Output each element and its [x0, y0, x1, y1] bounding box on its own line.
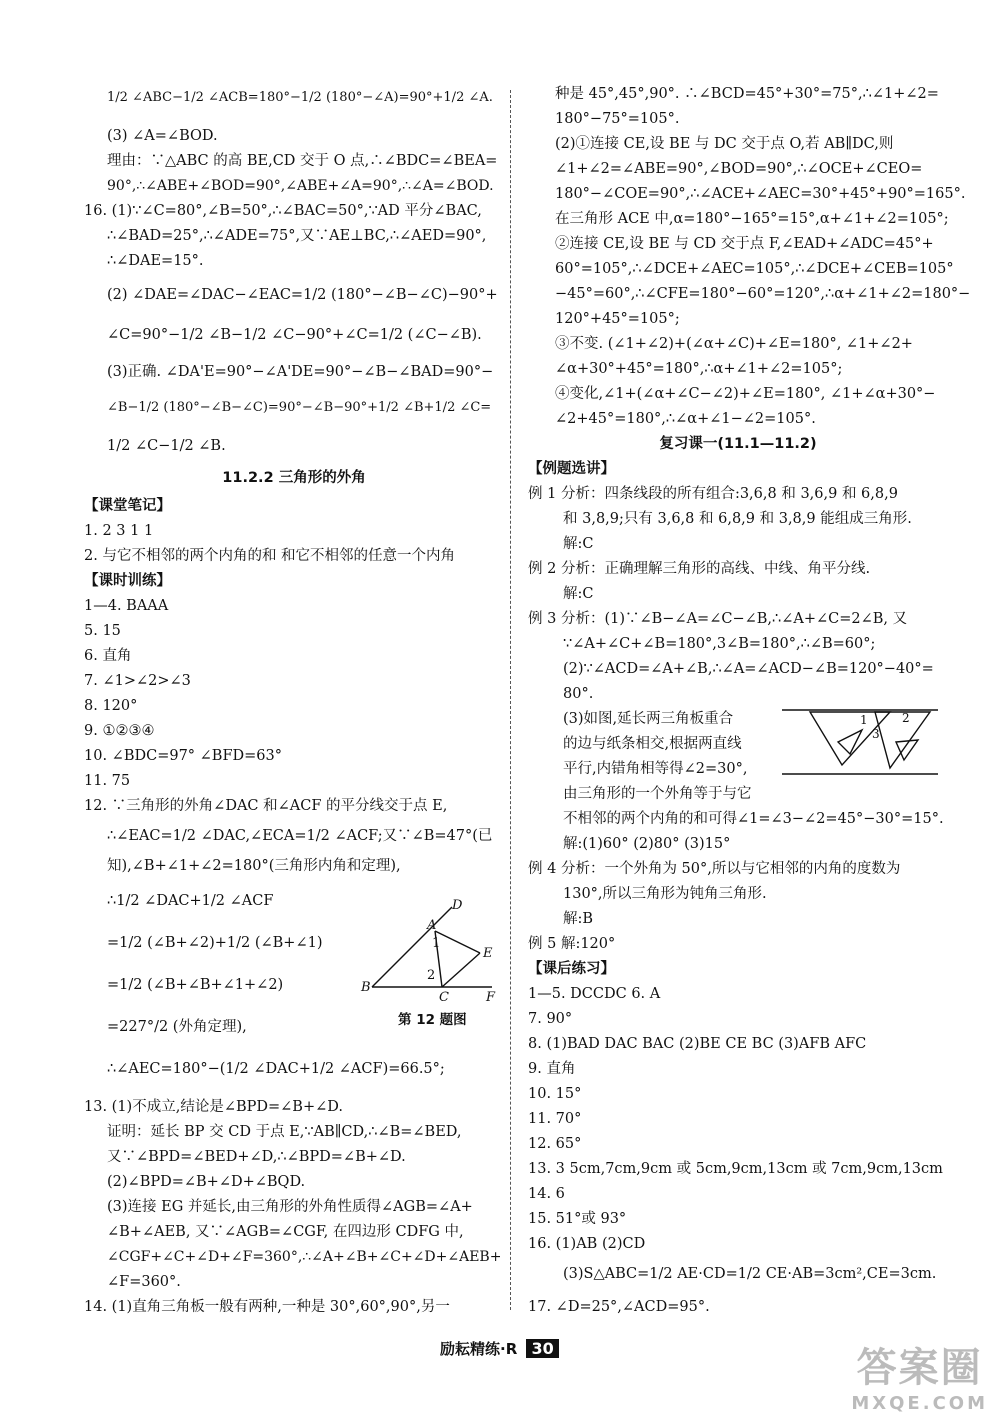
left-line: 证明：延长 BP 交 CD 于点 E,∵AB∥CD,∴∠B=∠BED, [107, 1124, 462, 1140]
left-line: ∠B−1/2 (180°−∠B−∠C)=90°−∠B−90°+1/2 ∠B+1/2 ∠C= [107, 400, 492, 415]
right-line: 种是 45°,45°,90°. ∴∠BCD=45°+30°=75°,∴∠1+∠2= [555, 86, 939, 102]
right-line: 120°+45°=105°; [555, 311, 680, 327]
left-line: 11. 75 [84, 773, 131, 789]
fig12-label-2: 2 [427, 968, 436, 983]
right-line: 解:(1)60° (2)80° (3)15° [563, 836, 731, 852]
right-line: 10. 15° [528, 1086, 582, 1102]
left-line: ∠B+∠AEB, 又∵∠AGB=∠CGF, 在四边形 CDFG 中, [107, 1224, 464, 1240]
left-line: 【课时训练】 [84, 573, 171, 589]
left-line: 12. ∵三角形的外角∠DAC 和∠ACF 的平分线交于点 E, [84, 798, 448, 814]
fig-ex3-label-2: 2 [902, 711, 910, 725]
left-line: ∴∠BAD=25°,∴∠ADE=75°,又∵AE⊥BC,∴∠AED=90°, [107, 228, 487, 244]
right-line: 80°. [563, 686, 594, 702]
left-line: 5. 15 [84, 623, 121, 639]
footer-brand: 励耘精练·R [440, 1340, 518, 1358]
left-line: 90°,∴∠ABE+∠BOD=90°,∠ABE+∠A=90°,∴∠A=∠BOD. [107, 178, 494, 194]
left-line: 又∵∠BPD=∠BED+∠D,∴∠BPD=∠B+∠D. [107, 1149, 406, 1165]
watermark [851, 1336, 988, 1414]
right-line: 11. 70° [528, 1111, 582, 1127]
right-line: (3)S△ABC=1/2 AE·CD=1/2 CE·AB=3cm²,CE=3cm. [563, 1266, 937, 1282]
left-line: (2) ∠DAE=∠DAC−∠EAC=1/2 (180°−∠B−∠C)−90°+ [107, 287, 498, 303]
fig12-label-C: C [439, 990, 449, 1005]
right-line: 15. 51°或 93° [528, 1211, 627, 1227]
left-line: 6. 直角 [84, 648, 132, 664]
left-line: =1/2 (∠B+∠B+∠1+∠2) [107, 977, 284, 993]
figure-12-caption: 第 12 题图 [398, 1012, 467, 1028]
right-line: 14. 6 [528, 1186, 565, 1202]
right-line: (2)∵∠ACD=∠A+∠B,∴∠A=∠ACD−∠B=120°−40°= [563, 661, 934, 677]
right-line: ∠α+30°+45°=180°,∴α+∠1+∠2=105°; [555, 361, 843, 377]
right-line: 180°−∠COE=90°,∴∠ACE+∠AEC=30°+45°+90°=165°. [555, 186, 966, 202]
watermark-logo: 答案圈 [856, 1345, 983, 1391]
left-line: 知),∠B+∠1+∠2=180°(三角形内角和定理), [107, 858, 401, 874]
right-line: 【例题选讲】 [528, 461, 615, 477]
right-line: 例 3 分析：(1)∵∠B−∠A=∠C−∠B,∴∠A+∠C=2∠B, 又 [528, 611, 908, 627]
right-line: 平行,内错角相等得∠2=30°, [563, 761, 748, 777]
right-line: 例 2 分析：正确理解三角形的高线、中线、角平分线. [528, 561, 871, 577]
fig-ex3-label-3: 3 [872, 727, 880, 741]
fig12-label-A: A [427, 918, 437, 933]
left-line: 10. ∠BDC=97° ∠BFD=63° [84, 748, 282, 764]
right-line: 和 3,8,9;只有 3,6,8 和 6,8,9 和 3,8,9 能组成三角形. [563, 511, 912, 527]
right-line: 由三角形的一个外角等于与它 [563, 786, 752, 802]
left-line: 11.2.2 三角形的外角 [222, 470, 366, 486]
right-line: 解:C [563, 536, 594, 552]
right-line: ∠1+∠2=∠ABE=90°,∠BOD=90°,∴∠OCE+∠CEO= [555, 161, 923, 177]
right-line: 16. (1)AB (2)CD [528, 1236, 646, 1252]
left-line: ∠CGF+∠C+∠D+∠F=360°,∴∠A+∠B+∠C+∠D+∠AEB+ [107, 1249, 502, 1265]
left-line: 13. (1)不成立,结论是∠BPD=∠B+∠D. [84, 1099, 343, 1115]
left-line: (3)连接 EG 并延长,由三角形的外角性质得∠AGB=∠A+ [107, 1199, 473, 1215]
fig12-label-E: E [483, 946, 493, 961]
right-line: (2)①连接 CE,设 BE 与 DC 交于点 O,若 AB∥DC,则 [555, 136, 894, 152]
left-line: 【课堂笔记】 [84, 498, 171, 514]
figure-example-3 [780, 700, 940, 780]
left-line: ∠C=90°−1/2 ∠B−1/2 ∠C−90°+∠C=1/2 (∠C−∠B). [107, 327, 482, 343]
left-line: 1—4. BAAA [84, 598, 169, 614]
left-line: 9. ①②③④ [84, 723, 155, 739]
right-line: 13. 3 5cm,7cm,9cm 或 5cm,9cm,13cm 或 7cm,9cm,13cm [528, 1161, 943, 1177]
column-divider [510, 90, 511, 1310]
left-line: 1/2 ∠ABC−1/2 ∠ACB=180°−1/2 (180°−∠A)=90°+1/2 ∠A. [107, 90, 493, 105]
left-line: =227°/2 (外角定理), [107, 1019, 247, 1035]
right-line: ④变化,∠1+(∠α+∠C−∠2)+∠E=180°, ∠1+∠α+30°− [555, 386, 936, 402]
right-line: 60°=105°,∴∠DCE+∠AEC=105°,∴∠DCE+∠CEB=105° [555, 261, 954, 277]
left-line: 1/2 ∠C−1/2 ∠B. [107, 438, 226, 454]
left-line: 16. (1)∵∠C=80°,∠B=50°,∴∠BAC=50°,∵AD 平分∠BAC, [84, 203, 482, 219]
fig12-label-B: B [361, 980, 371, 995]
right-line: 的边与纸条相交,根据两直线 [563, 736, 742, 752]
right-line: 180°−75°=105°. [555, 111, 680, 127]
right-line: 解:B [563, 911, 594, 927]
left-line: 1. 2 3 1 1 [84, 523, 154, 539]
left-line: ∴∠EAC=1/2 ∠DAC,∠ECA=1/2 ∠ACF;又∵∠B=47°(已 [107, 828, 493, 844]
left-line: (2)∠BPD=∠B+∠D+∠BQD. [107, 1174, 306, 1190]
right-line: 复习课一(11.1—11.2) [659, 436, 817, 452]
left-line: 8. 120° [84, 698, 138, 714]
right-line: 在三角形 ACE 中,α=180°−165°=15°,α+∠1+∠2=105°; [555, 211, 949, 227]
right-line: 不相邻的两个内角的和可得∠1=∠3−∠2=45°−30°=15°. [563, 811, 944, 827]
right-line: (3)如图,延长两三角板重合 [563, 711, 734, 727]
page-number: 30 [526, 1339, 558, 1358]
right-line: 7. 90° [528, 1011, 573, 1027]
left-line: 7. ∠1>∠2>∠3 [84, 673, 191, 689]
left-line: ∴1/2 ∠DAC+1/2 ∠ACF [107, 893, 274, 909]
figure-12 [360, 895, 510, 1005]
right-line: 【课后练习】 [528, 961, 615, 977]
right-line: ∠2+45°=180°,∴∠α+∠1−∠2=105°. [555, 411, 816, 427]
left-line: (3)正确. ∠DA'E=90°−∠A'DE=90°−∠B−∠BAD=90°− [107, 364, 494, 380]
left-line: ∠F=360°. [107, 1274, 181, 1290]
right-line: 12. 65° [528, 1136, 582, 1152]
right-line: 8. (1)BAD DAC BAC (2)BE CE BC (3)AFB AFC [528, 1036, 867, 1052]
left-line: ∴∠AEC=180°−(1/2 ∠DAC+1/2 ∠ACF)=66.5°; [107, 1061, 445, 1077]
right-line: 例 5 解:120° [528, 936, 616, 952]
fig12-label-D: D [452, 898, 463, 913]
fig12-label-F: F [486, 990, 496, 1005]
right-line: 例 4 分析：一个外角为 50°,所以与它相邻的内角的度数为 [528, 861, 901, 877]
page-footer [440, 1338, 610, 1364]
left-line: ∴∠DAE=15°. [107, 253, 204, 269]
fig12-label-1: 1 [432, 936, 441, 951]
right-line: 1—5. DCCDC 6. A [528, 986, 661, 1002]
left-line: 14. (1)直角三角板一般有两种,一种是 30°,60°,90°,另一 [84, 1299, 450, 1315]
right-line: 130°,所以三角形为钝角三角形. [563, 886, 767, 902]
watermark-url: MXQE.COM [851, 1393, 988, 1414]
left-line: =1/2 (∠B+∠2)+1/2 (∠B+∠1) [107, 935, 323, 951]
right-line: ③不变. (∠1+∠2)+(∠α+∠C)+∠E=180°, ∠1+∠2+ [555, 336, 913, 352]
right-line: ②连接 CE,设 BE 与 CD 交于点 F,∠EAD+∠ADC=45°+ [555, 236, 934, 252]
right-line: 解:C [563, 586, 594, 602]
left-line: (3) ∠A=∠BOD. [107, 128, 218, 144]
right-line: 例 1 分析：四条线段的所有组合:3,6,8 和 3,6,9 和 6,8,9 [528, 486, 898, 502]
right-line: ∵∠A+∠C+∠B=180°,3∠B=180°,∴∠B=60°; [563, 636, 876, 652]
fig-ex3-label-1: 1 [860, 713, 868, 727]
left-line: 2. 与它不相邻的两个内角的和 和它不相邻的任意一个内角 [84, 548, 456, 564]
right-line: −45°=60°,∴∠CFE=180°−60°=120°,∴α+∠1+∠2=180°− [555, 286, 971, 302]
right-line: 9. 直角 [528, 1061, 576, 1077]
right-line: 17. ∠D=25°,∠ACD=95°. [528, 1299, 710, 1315]
left-line: 理由：∵△ABC 的高 BE,CD 交于 O 点,∴∠BDC=∠BEA= [107, 153, 498, 169]
